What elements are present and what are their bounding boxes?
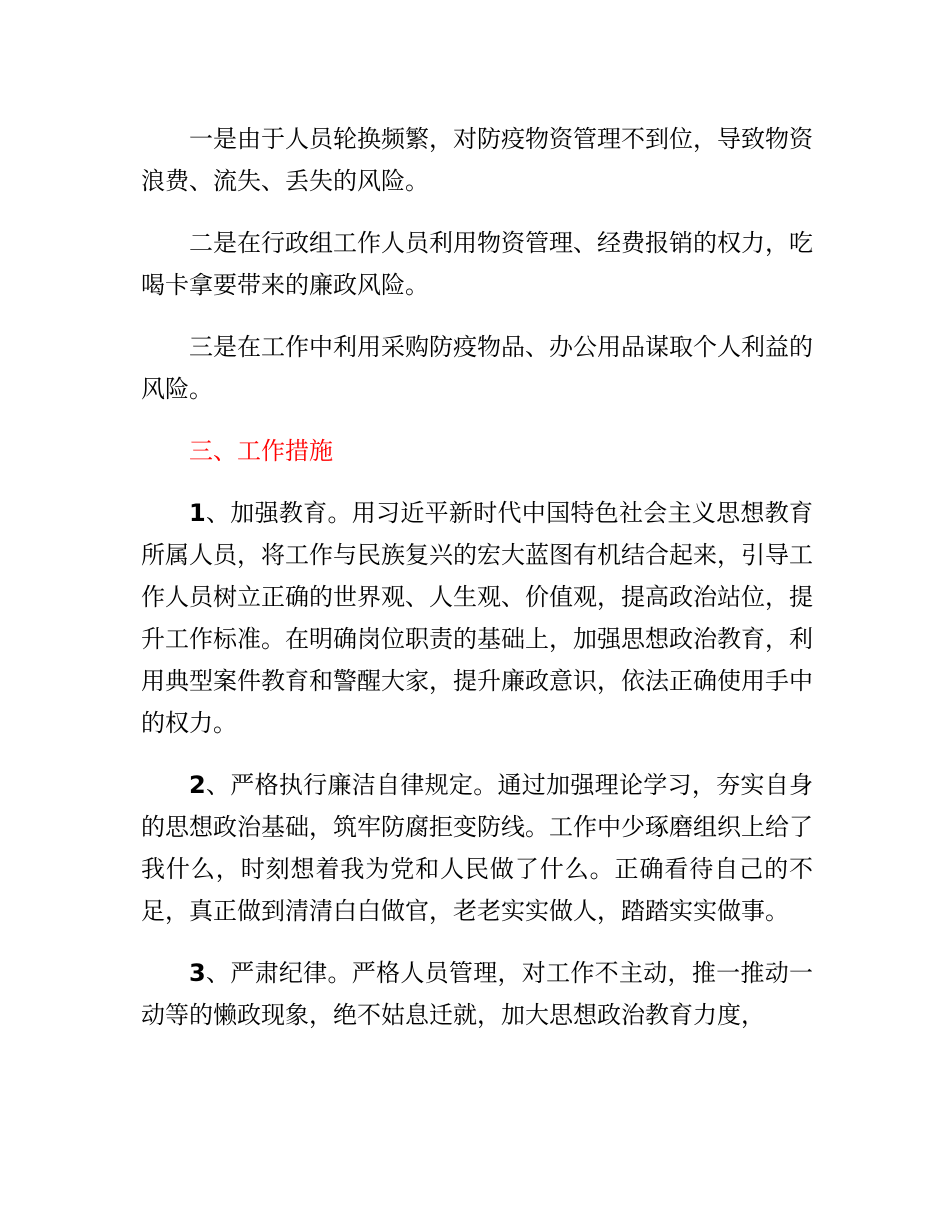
document-body (141, 118, 813, 1056)
measure-text: 、严格执行廉洁自律规定。通过加强理论学习，夯实自身的思想政治基础，筑牢防腐拒变防线。工作中少琢磨组织上给了我什么，时刻想着我为党和人民做了什么。正确看待自己的不足，真正做到清清白白做官，老老实实做人，踏踏实实做事。 (141, 771, 813, 925)
risk-paragraph-1: 一是由于人员轮换频繁，对防疫物资管理不到位，导致物资浪费、流失、丢失的风险。 (141, 125, 813, 195)
measure-text: 、严肃纪律。严格人员管理，对工作不主动，推一推动一动等的懒政现象，绝不姑息迁就，加大思想政治教育力度， (141, 959, 813, 1029)
measure-paragraph-1 (141, 492, 813, 744)
measure-paragraph-2 (141, 764, 813, 932)
risk-paragraph-3: 三是在工作中利用采购防疫物品、办公用品谋取个人利益的风险。 (141, 333, 813, 403)
measure-paragraph-3 (141, 952, 813, 1036)
measure-number: 2 (189, 771, 206, 799)
measure-text: 、加强教育。用习近平新时代中国特色社会主义思想教育所属人员，将工作与民族复兴的宏大蓝图有机结合起来，引导工作人员树立正确的世界观、人生观、价值观，提高政治站位，提升工作标准。在明确岗位职责的基础上，加强思想政治教育，利用典型案件教育和警醒大家，提升廉政意识，依法正确使用手中的权力。 (141, 499, 813, 737)
measure-number: 1 (189, 499, 206, 527)
measure-number: 3 (189, 959, 206, 987)
risk-paragraph-2: 二是在行政组工作人员利用物资管理、经费报销的权力，吃喝卡拿要带来的廉政风险。 (141, 229, 813, 299)
section-heading: 三、工作措施 (189, 437, 333, 465)
